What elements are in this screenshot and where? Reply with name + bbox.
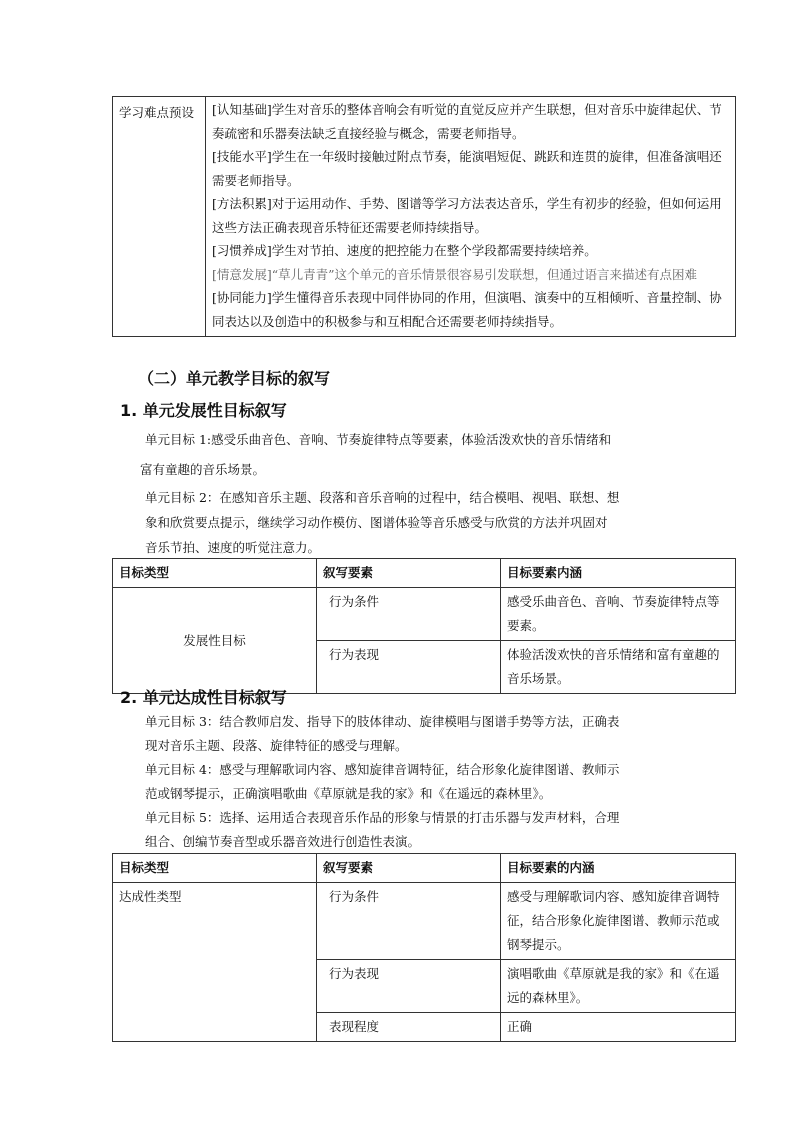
difficulty-label: 学习难点预设 xyxy=(113,97,206,337)
goal-2 xyxy=(145,485,705,560)
section-title: （二）单元教学目标的叙写 xyxy=(138,369,331,388)
header-content: 目标要素的内涵 xyxy=(501,854,736,883)
difficulty-table xyxy=(112,96,736,337)
goal-line: 组合、创编节奏音型或乐器音效进行创造性表演。 xyxy=(145,833,421,849)
goal-4 xyxy=(145,758,705,805)
element-cell: 行为表现 xyxy=(317,960,501,1013)
content-cell: 正确 xyxy=(501,1013,736,1042)
element-cell: 表现程度 xyxy=(317,1013,501,1042)
difficulty-item xyxy=(212,98,729,145)
difficulty-text: 学生对音乐的整体音响会有听觉的直觉反应并产生联想，但对音乐中旋律起伏、节奏疏密和乐器奏法缺乏直接经验与概念，需要老师指导。 xyxy=(212,102,722,141)
content-cell: 体验活泼欢快的音乐情绪和富有童趣的音乐场景。 xyxy=(501,641,736,694)
goal-line: 象和欣赏要点提示，继续学习动作模仿、图谱体验等音乐感受与欣赏的方法并巩固对 xyxy=(145,515,608,530)
difficulty-tag: [技能水平] xyxy=(212,149,272,164)
sub1-title: 1. 单元发展性目标叙写 xyxy=(120,401,287,420)
content-cell: 感受乐曲音色、音响、节奏旋律特点等要素。 xyxy=(501,588,736,641)
difficulty-item xyxy=(212,145,729,192)
difficulty-item xyxy=(212,286,729,333)
element-cell: 行为条件 xyxy=(317,588,501,641)
difficulty-tag: [认知基础] xyxy=(212,102,272,117)
header-type: 目标类型 xyxy=(113,559,317,588)
goal-line: 单元目标 3：结合教师启发、指导下的肢体律动、旋律模唱与图谱手势等方法，正确表 xyxy=(145,714,620,729)
difficulty-tag: [协同能力] xyxy=(212,290,272,305)
goal-type: 达成性类型 xyxy=(113,883,317,1042)
difficulty-tag: [情意发展] xyxy=(212,266,272,282)
goal-1 xyxy=(140,427,705,482)
difficulty-item xyxy=(212,239,729,263)
header-element: 叙写要素 xyxy=(317,559,501,588)
difficulty-text: “草儿青青”这个单元的音乐情景很容易引发联想，但通过语言来描述有点困难 xyxy=(271,266,698,282)
header-type: 目标类型 xyxy=(113,854,317,883)
goal-line: 范或钢琴提示，正确演唱歌曲《草原就是我的家》和《在遥远的森林里》。 xyxy=(145,785,552,801)
goal-line: 单元目标 1:感受乐曲音色、音响、节奏旋律特点等要素，体验活泼欢快的音乐情绪和 xyxy=(145,432,612,447)
difficulty-item xyxy=(212,263,729,287)
goal-line: 音乐节拍、速度的听觉注意力。 xyxy=(145,540,321,555)
element-cell: 行为条件 xyxy=(317,883,501,960)
element-cell: 行为表现 xyxy=(317,641,501,694)
content-cell: 感受与理解歌词内容、感知旋律音调特征，结合形象化旋律图谱、教师示范或钢琴提示。 xyxy=(501,883,736,960)
difficulty-item xyxy=(212,192,729,239)
goal-line: 单元目标 4：感受与理解歌词内容、感知旋律音调特征，结合形象化旋律图谱、教师示 xyxy=(145,762,620,777)
goal-line: 单元目标 5：选择、运用适合表现音乐作品的形象与情景的打击乐器与发声材料，合理 xyxy=(145,810,620,825)
difficulty-text: 学生懂得音乐表现中同伴协同的作用，但演唱、演奏中的互相倾听、音量控制、协同表达以及创造中的积极参与和互相配合还需要老师持续指导。 xyxy=(212,290,722,329)
difficulty-text: 对于运用动作、手势、图谱等学习方法表达音乐，学生有初步的经验，但如何运用这些方法正确表现音乐特征还需要老师持续指导。 xyxy=(212,196,722,235)
goal-5 xyxy=(145,806,705,853)
difficulty-text: 学生在一年级时接触过附点节奏，能演唱短促、跳跃和连贯的旋律，但准备演唱还需要老师指导。 xyxy=(212,149,722,188)
goal-line: 现对音乐主题、段落、旋律特征的感受与理解。 xyxy=(145,737,408,753)
goal-line: 富有童趣的音乐场景。 xyxy=(140,462,266,477)
header-content: 目标要素内涵 xyxy=(501,559,736,588)
sub2-title: 2. 单元达成性目标叙写 xyxy=(120,688,287,707)
header-element: 叙写要素 xyxy=(317,854,501,883)
goal-line: 单元目标 2：在感知音乐主题、段落和音乐音响的过程中，结合模唱、视唱、联想、想 xyxy=(145,490,620,505)
difficulty-tag: [方法积累] xyxy=(212,196,272,211)
difficulty-list xyxy=(206,97,736,337)
content-cell: 演唱歌曲《草原就是我的家》和《在遥远的森林里》。 xyxy=(501,960,736,1013)
development-goal-table xyxy=(112,558,736,694)
goal-type: 发展性目标 xyxy=(113,588,317,694)
difficulty-text: 学生对节拍、速度的把控能力在整个学段都需要持续培养。 xyxy=(271,243,597,258)
goal-3 xyxy=(145,710,705,757)
achievement-goal-table xyxy=(112,853,736,1042)
difficulty-tag: [习惯养成] xyxy=(212,243,272,258)
